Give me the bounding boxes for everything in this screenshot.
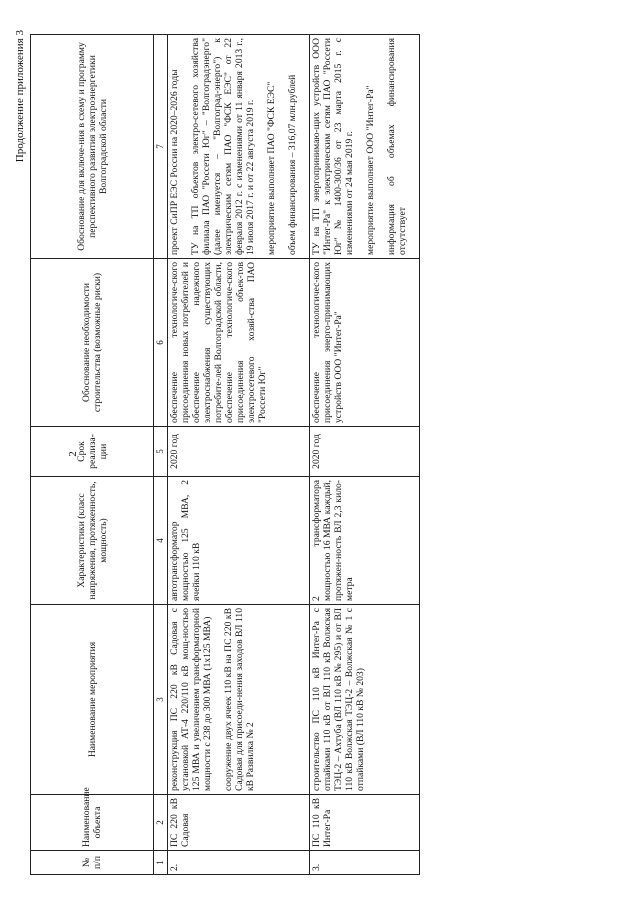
object-name: ПС 110 кВ Интег-Ра: [310, 795, 420, 851]
column-numbers-row: [154, 35, 168, 875]
justification-text: мероприятие выполняет ООО "Интег-Ра": [365, 85, 376, 255]
header-number: № п/п: [31, 851, 154, 875]
col-number: 3: [154, 605, 168, 795]
appendix-table: [30, 34, 420, 875]
measure-text: реконструкция ПС 220 кВ Садовая с установкой АТ-4 220/110 кВ мощ-ностью 125 МВА и увеличением трансформаторной мощности с 238 до 300 МВА (1х125 МВА): [169, 608, 213, 791]
measure-text: сооружение двух ячеек 110 кВ на ПС 220 кВ Садовая для присоеди-нения заходов ВЛ 110 кВ Развилка № 2: [223, 608, 256, 791]
necessity: обеспечение технологичес-кого присоединения энерго-принимающих устройств ООО "Интег-Ра": [310, 259, 420, 427]
row-number: 3.: [310, 851, 420, 875]
col-number: 1: [154, 851, 168, 875]
col-number: 7: [154, 35, 168, 259]
characteristics: автотрансформатор мощностью 125 МВА, 2 ячейки 110 кВ: [168, 477, 310, 605]
col-number: 2: [154, 795, 168, 851]
object-name: ПС 220 кВ Садовая: [168, 795, 310, 851]
justification-text: ТУ на ТП энергопринимаю-щих устройств ООО "Интег-Ра" к электрическим сетям ПАО "Россети Юг" № 1400-300/36 от 23 марта 2015 г. с изменениями от 24 мая 2019 г.: [311, 38, 355, 255]
col-number: 4: [154, 477, 168, 605]
header-measure: Наименование мероприятия: [31, 605, 154, 795]
row-number: 2.: [168, 851, 310, 875]
header-term: Срок реализа-ции: [31, 427, 154, 477]
justification-text: проект СиПР ЕЭС России на 2020–2026 годы: [169, 69, 180, 255]
continuation-label: Продолжение приложения 3: [14, 30, 26, 163]
justification-cell: [310, 35, 420, 259]
necessity: обеспечение технологиче-ского присоединения новых потребителей и обеспечение надежного электроснабжения существующих потребите-лей Волгоградской области, обеспечение технологиче-ского присоединения объек-тов электросетевого хозяй-ства ПАО "Россети Юг": [168, 259, 310, 427]
measure-cell: [168, 605, 310, 795]
col-number: 5: [154, 427, 168, 477]
characteristics: 2 трансформатора мощностью 16 МВА каждый, протяжен-ность ВЛ 2,3 кило-метра: [310, 477, 420, 605]
justification-text: ТУ на ТП объектов электро-сетевого хозяйства филиала ПАО "Россети Юг" – "Волгоградэнерго" (далее именуется – "Волгоград-энерго") к электрическим сетям ПАО "ФСК ЕЭС" от 22 февраля 2012 г. с изменениями от 11 января 2013 г., 19 июля 2017 г. и от 22 августа 2019 г.: [190, 38, 256, 255]
table-row: [168, 35, 310, 875]
col-number: 6: [154, 259, 168, 427]
page-number: 2: [66, 451, 79, 457]
header-characteristics: Характеристики (класс напряжения, протяженность, мощность): [31, 477, 154, 605]
term: 2020 год: [168, 427, 310, 477]
measure-cell: [310, 605, 420, 795]
justification-text: объем финансирования – 316,07 млн.рублей: [287, 74, 298, 255]
header-object: Наименование объекта: [31, 795, 154, 851]
header-justification: Обоснование для включе-ния в схему и программу перспективного развития электроэнергетики Волгоградской области: [31, 35, 154, 259]
measure-text: строительство ПС 110 кВ Интег-Ра с отпайками 110 кВ от ВЛ 110 кВ Волжская ТЭЦ-2 – Ахтуба (ВЛ 110 кВ № 295) и от ВЛ 110 кВ Волжская ТЭЦ-2 – Волжская № 1 с отпайками (ВЛ 110 кВ № 203): [311, 608, 366, 791]
header-necessity: Обоснование необходимости строительства (возможные риски): [31, 259, 154, 427]
justification-text: мероприятие выполняет ПАО "ФСК ЕЭС": [266, 81, 277, 255]
table-row: [310, 35, 420, 875]
justification-cell: [168, 35, 310, 259]
header-row: [31, 35, 154, 875]
justification-text: информация об объемах финансирования отсутствует: [386, 38, 408, 255]
term: 2020 год: [310, 427, 420, 477]
